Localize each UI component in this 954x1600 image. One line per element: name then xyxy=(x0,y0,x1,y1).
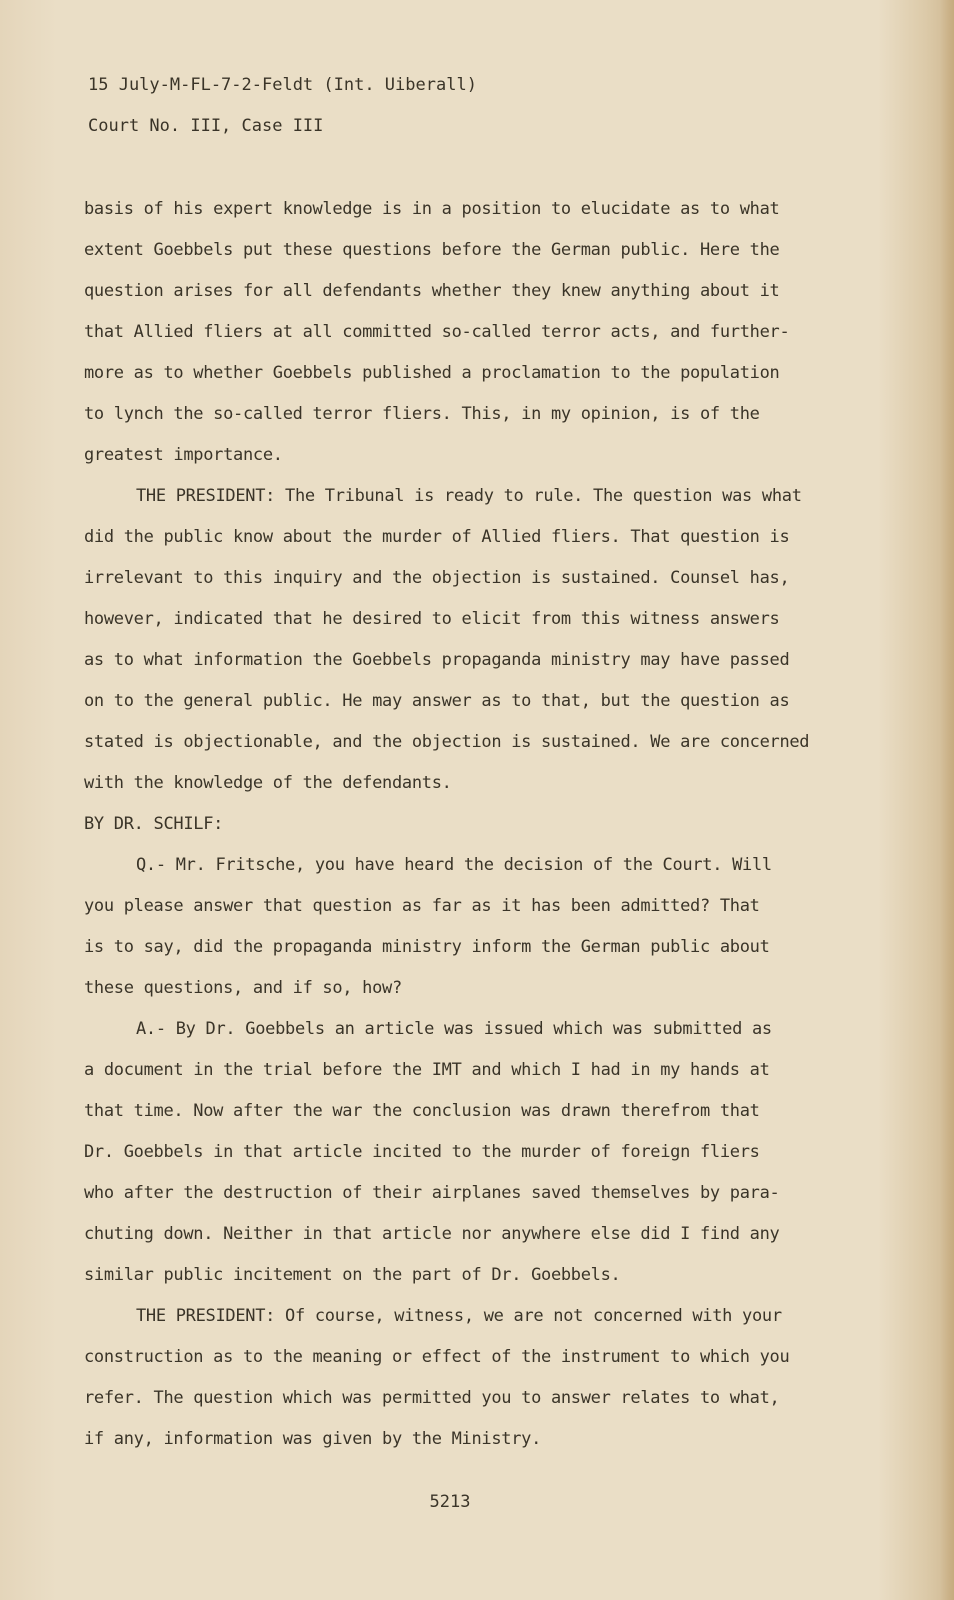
text-line: irrelevant to this inquiry and the objection is sustained. Counsel has, xyxy=(84,568,790,588)
text-line: Dr. Goebbels in that article incited to the murder of foreign fliers xyxy=(84,1142,760,1162)
text-line: greatest importance. xyxy=(84,445,283,465)
text-line: did the public know about the murder of Allied fliers. That question is xyxy=(84,527,790,547)
text-line: on to the general public. He may answer as to that, but the question as xyxy=(84,691,790,711)
text-line: to lynch the so-called terror fliers. This, in my opinion, is of the xyxy=(84,404,760,424)
text-line: these questions, and if so, how? xyxy=(84,978,402,998)
text-line: THE PRESIDENT: The Tribunal is ready to rule. The question was what xyxy=(136,486,802,506)
header-court-line: Court No. III, Case III xyxy=(88,116,324,136)
text-line: with the knowledge of the defendants. xyxy=(84,773,452,793)
text-line: that time. Now after the war the conclusion was drawn therefrom that xyxy=(84,1101,760,1121)
text-line: a document in the trial before the IMT and which I had in my hands at xyxy=(84,1060,770,1080)
page-number: 5213 xyxy=(429,1492,471,1512)
page-edge-shadow xyxy=(940,0,954,1600)
header-session-line: 15 July-M-FL-7-2-Feldt (Int. Uiberall) xyxy=(88,75,477,95)
text-line: that Allied fliers at all committed so-called terror acts, and further- xyxy=(84,322,790,342)
text-line: Q.- Mr. Fritsche, you have heard the decision of the Court. Will xyxy=(136,855,772,875)
text-line: A.- By Dr. Goebbels an article was issued which was submitted as xyxy=(136,1019,772,1039)
text-line: who after the destruction of their airplanes saved themselves by para- xyxy=(84,1183,780,1203)
text-line: construction as to the meaning or effect of the instrument to which you xyxy=(84,1347,790,1367)
text-line: stated is objectionable, and the objection is sustained. We are concerned xyxy=(84,732,810,752)
text-line: THE PRESIDENT: Of course, witness, we are not concerned with your xyxy=(136,1306,782,1326)
text-line: if any, information was given by the Ministry. xyxy=(84,1429,542,1449)
text-line: however, indicated that he desired to elicit from this witness answers xyxy=(84,609,780,629)
text-line: chuting down. Neither in that article nor anywhere else did I find any xyxy=(84,1224,780,1244)
text-line: extent Goebbels put these questions before the German public. Here the xyxy=(84,240,780,260)
text-line: similar public incitement on the part of Dr. Goebbels. xyxy=(84,1265,621,1285)
text-line: basis of his expert knowledge is in a position to elucidate as to what xyxy=(84,199,780,219)
transcript-body xyxy=(84,196,874,1467)
text-line: refer. The question which was permitted you to answer relates to what, xyxy=(84,1388,780,1408)
speaker-heading: BY DR. SCHILF: xyxy=(84,814,224,834)
text-line: as to what information the Goebbels propaganda ministry may have passed xyxy=(84,650,790,670)
text-line: question arises for all defendants whether they knew anything about it xyxy=(84,281,780,301)
text-line: is to say, did the propaganda ministry inform the German public about xyxy=(84,937,770,957)
text-line: more as to whether Goebbels published a proclamation to the population xyxy=(84,363,780,383)
document-header xyxy=(88,72,908,154)
text-line: you please answer that question as far as it has been admitted? That xyxy=(84,896,760,916)
